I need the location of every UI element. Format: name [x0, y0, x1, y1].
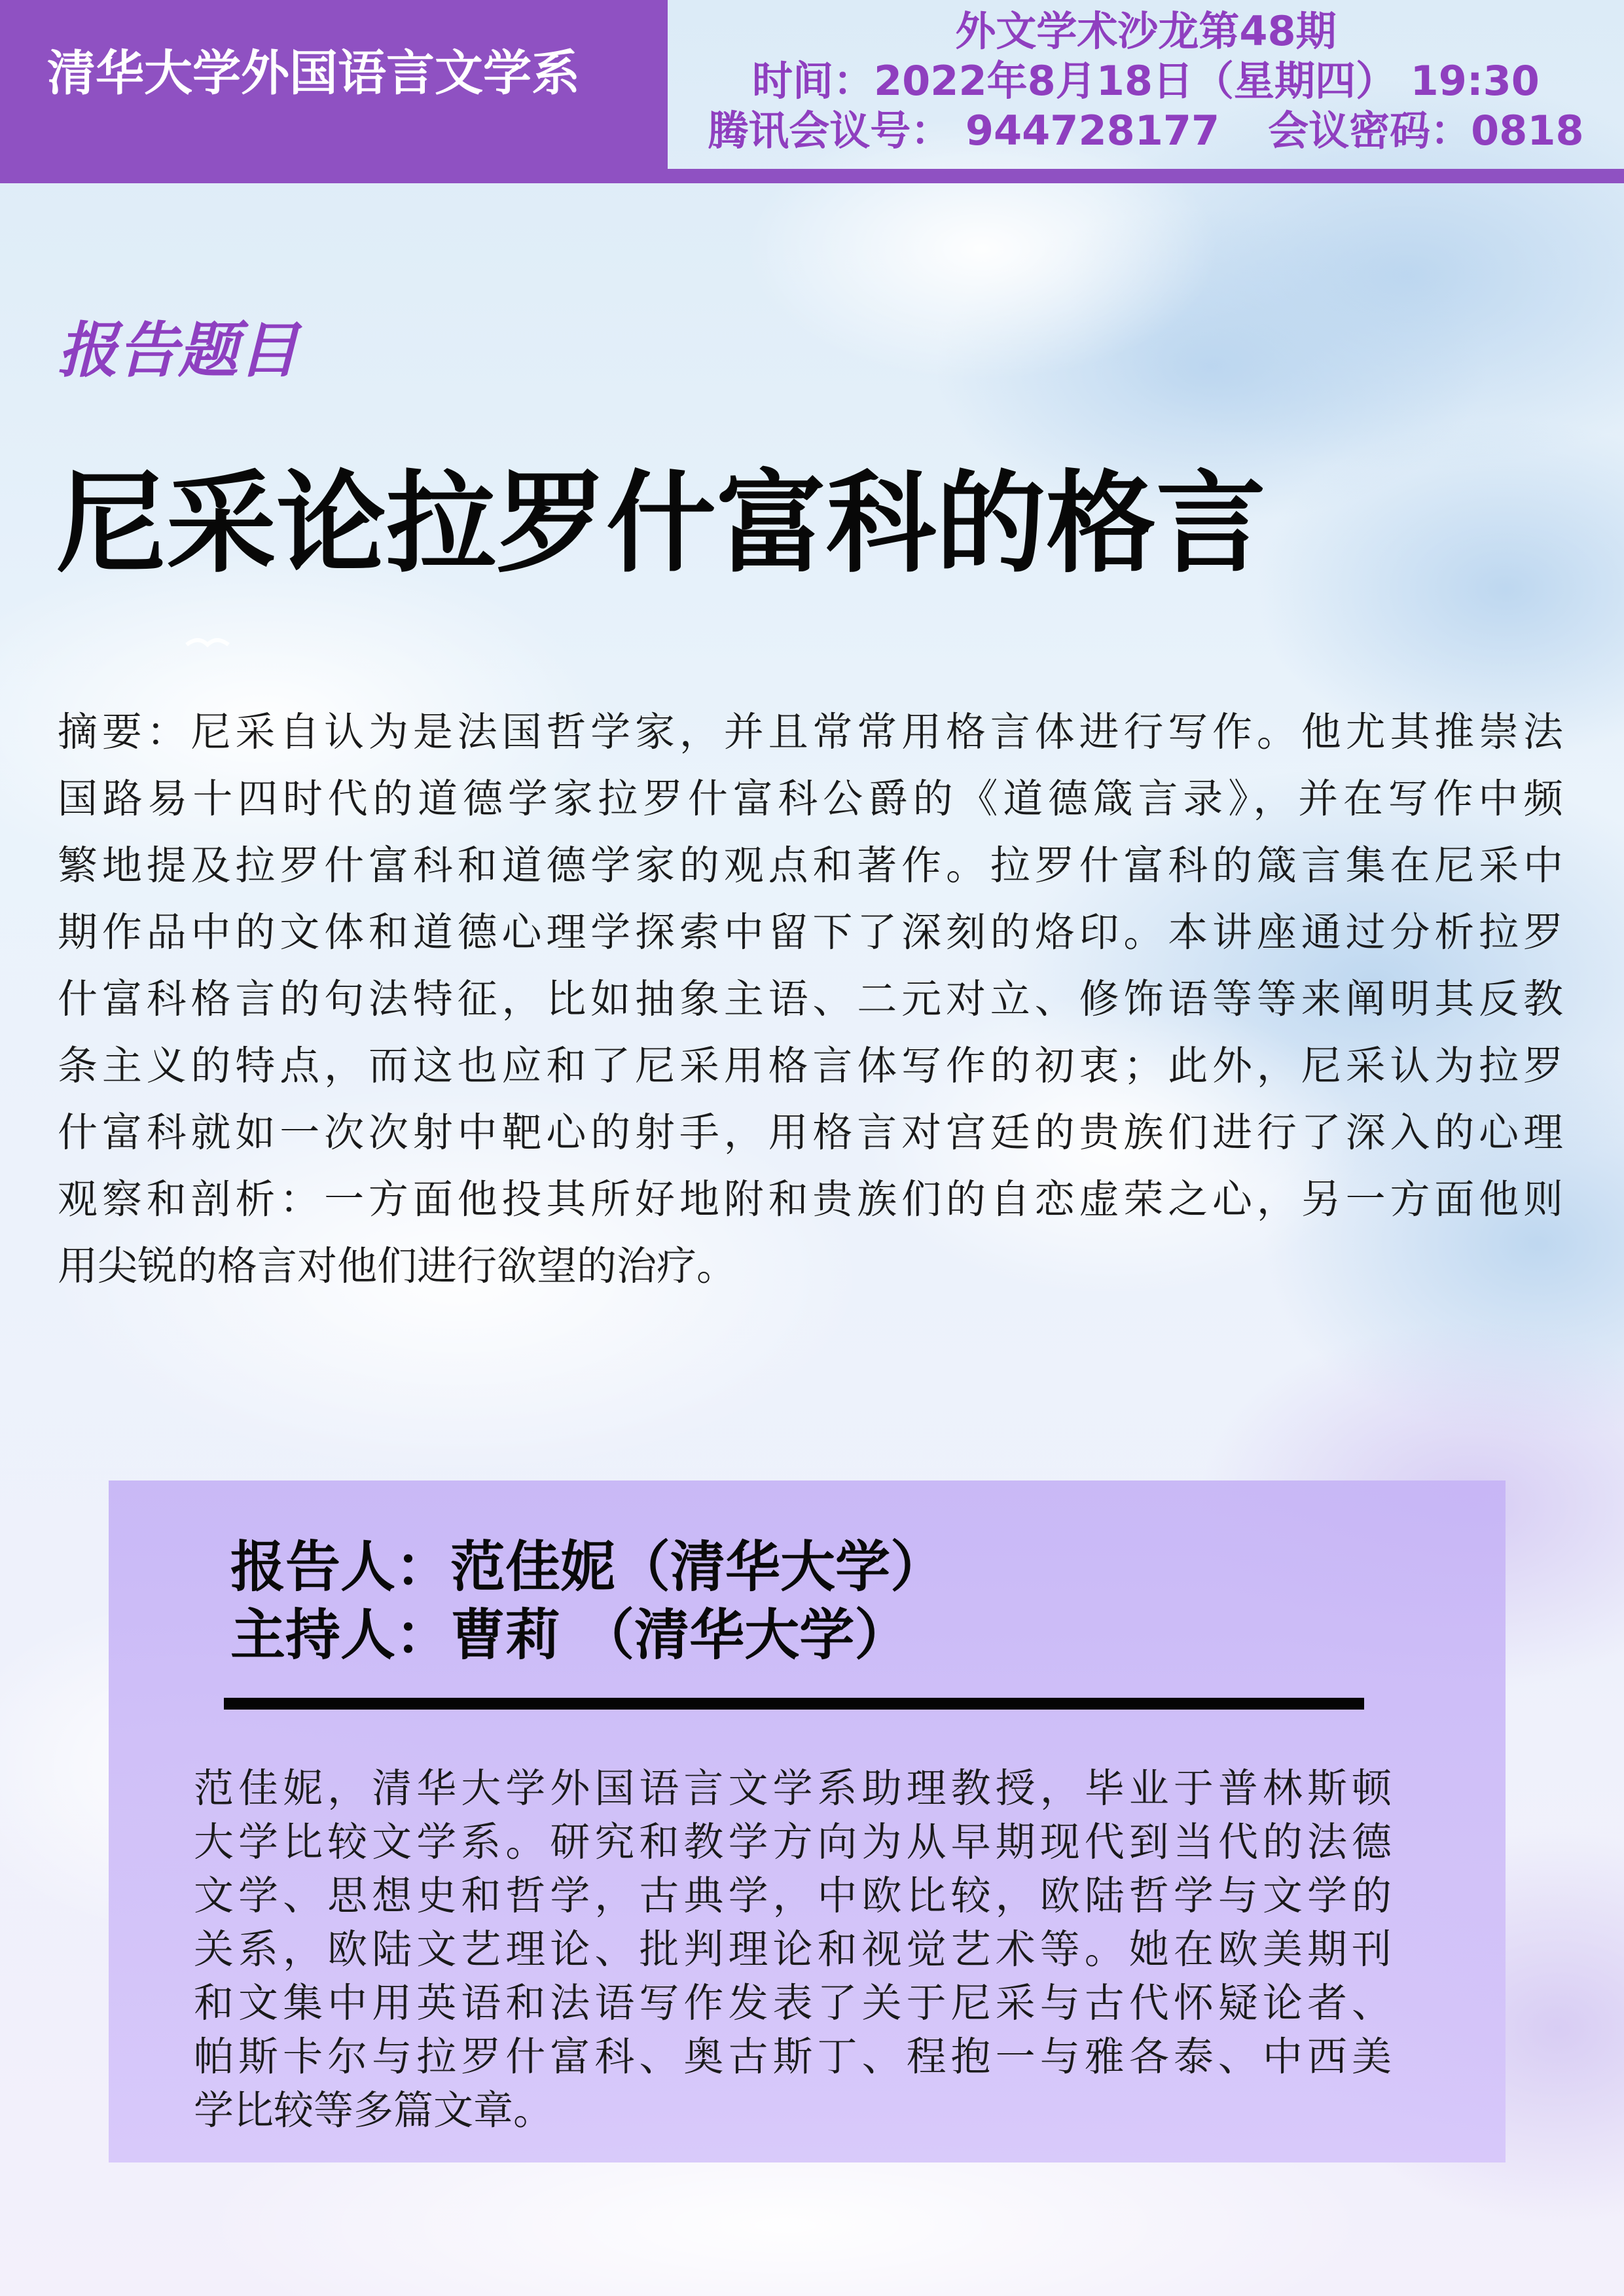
abstract-line: 条主义的特点，而这也应和了尼采用格言体写作的初衷；此外，尼采认为拉罗 — [58, 1043, 1563, 1089]
department-banner — [0, 0, 668, 183]
meeting-info — [668, 106, 1624, 156]
talk-title: 尼采论拉罗什富科的格言 — [56, 459, 1266, 588]
header-accent-bar — [668, 169, 1624, 183]
abstract-line: 什富科格言的句法特征，比如抽象主语、二元对立、修饰语等等来阐明其反教 — [58, 976, 1563, 1022]
bio-line: 文学、思想史和哲学，古典学，中欧比较，欧陆哲学与文学的 — [194, 1873, 1392, 1919]
event-time: 时间：2022年8月18日（星期四） 19:30 — [752, 57, 1540, 105]
abstract-line: 摘要：尼采自认为是法国哲学家，并且常常用格言体进行写作。他尤其推崇法 — [58, 709, 1563, 755]
section-label: 报告题目 — [58, 315, 299, 386]
bio-line: 和文集中用英语和法语写作发表了关于尼采与古代怀疑论者、 — [194, 1980, 1392, 2026]
abstract-line: 期作品中的文体和道德心理学探索中留下了深刻的烙印。本讲座通过分析拉罗 — [58, 909, 1563, 956]
abstract-line: 繁地提及拉罗什富科和道德学家的观点和著作。拉罗什富科的箴言集在尼采中 — [58, 842, 1563, 889]
abstract-line: 用尖锐的格言对他们进行欲望的治疗。 — [58, 1243, 737, 1289]
speaker-name: 报告人：范佳妮（清华大学） — [230, 1535, 946, 1599]
abstract-line: 观察和剖析：一方面他投其所好地附和贵族们的自恋虚荣之心，另一方面他则 — [58, 1176, 1563, 1223]
meeting-password: 会议密码：0818 — [1268, 107, 1584, 154]
series-title: 外文学术沙龙第48期 — [955, 7, 1337, 55]
event-info — [668, 0, 1624, 169]
meeting-id: 腾讯会议号： 944728177 — [708, 107, 1220, 154]
abstract — [58, 699, 1563, 1300]
abstract-line: 什富科就如一次次射中靶心的射手，用格言对宫廷的贵族们进行了深入的心理 — [58, 1109, 1563, 1156]
bio-line: 帕斯卡尔与拉罗什富科、奥古斯丁、程抱一与雅各泰、中西美 — [194, 2034, 1392, 2080]
department-name: 清华大学外国语言文学系 — [47, 45, 580, 101]
bio-line: 范佳妮，清华大学外国语言文学系助理教授，毕业于普林斯顿 — [194, 1765, 1392, 1812]
divider — [224, 1698, 1364, 1710]
bio-line: 学比较等多篇文章。 — [194, 2087, 554, 2134]
abstract-line: 国路易十四时代的道德学家拉罗什富科公爵的《道德箴言录》，并在写作中频 — [58, 776, 1563, 822]
host-name: 主持人：曹莉 （清华大学） — [230, 1603, 910, 1667]
bio-line: 关系，欧陆文艺理论、批判理论和视觉艺术等。她在欧美期刊 — [194, 1926, 1392, 1973]
speaker-box — [109, 1480, 1506, 2162]
speaker-bio — [194, 1762, 1392, 2138]
bio-line: 大学比较文学系。研究和教学方向为从早期现代到当代的法德 — [194, 1819, 1392, 1865]
